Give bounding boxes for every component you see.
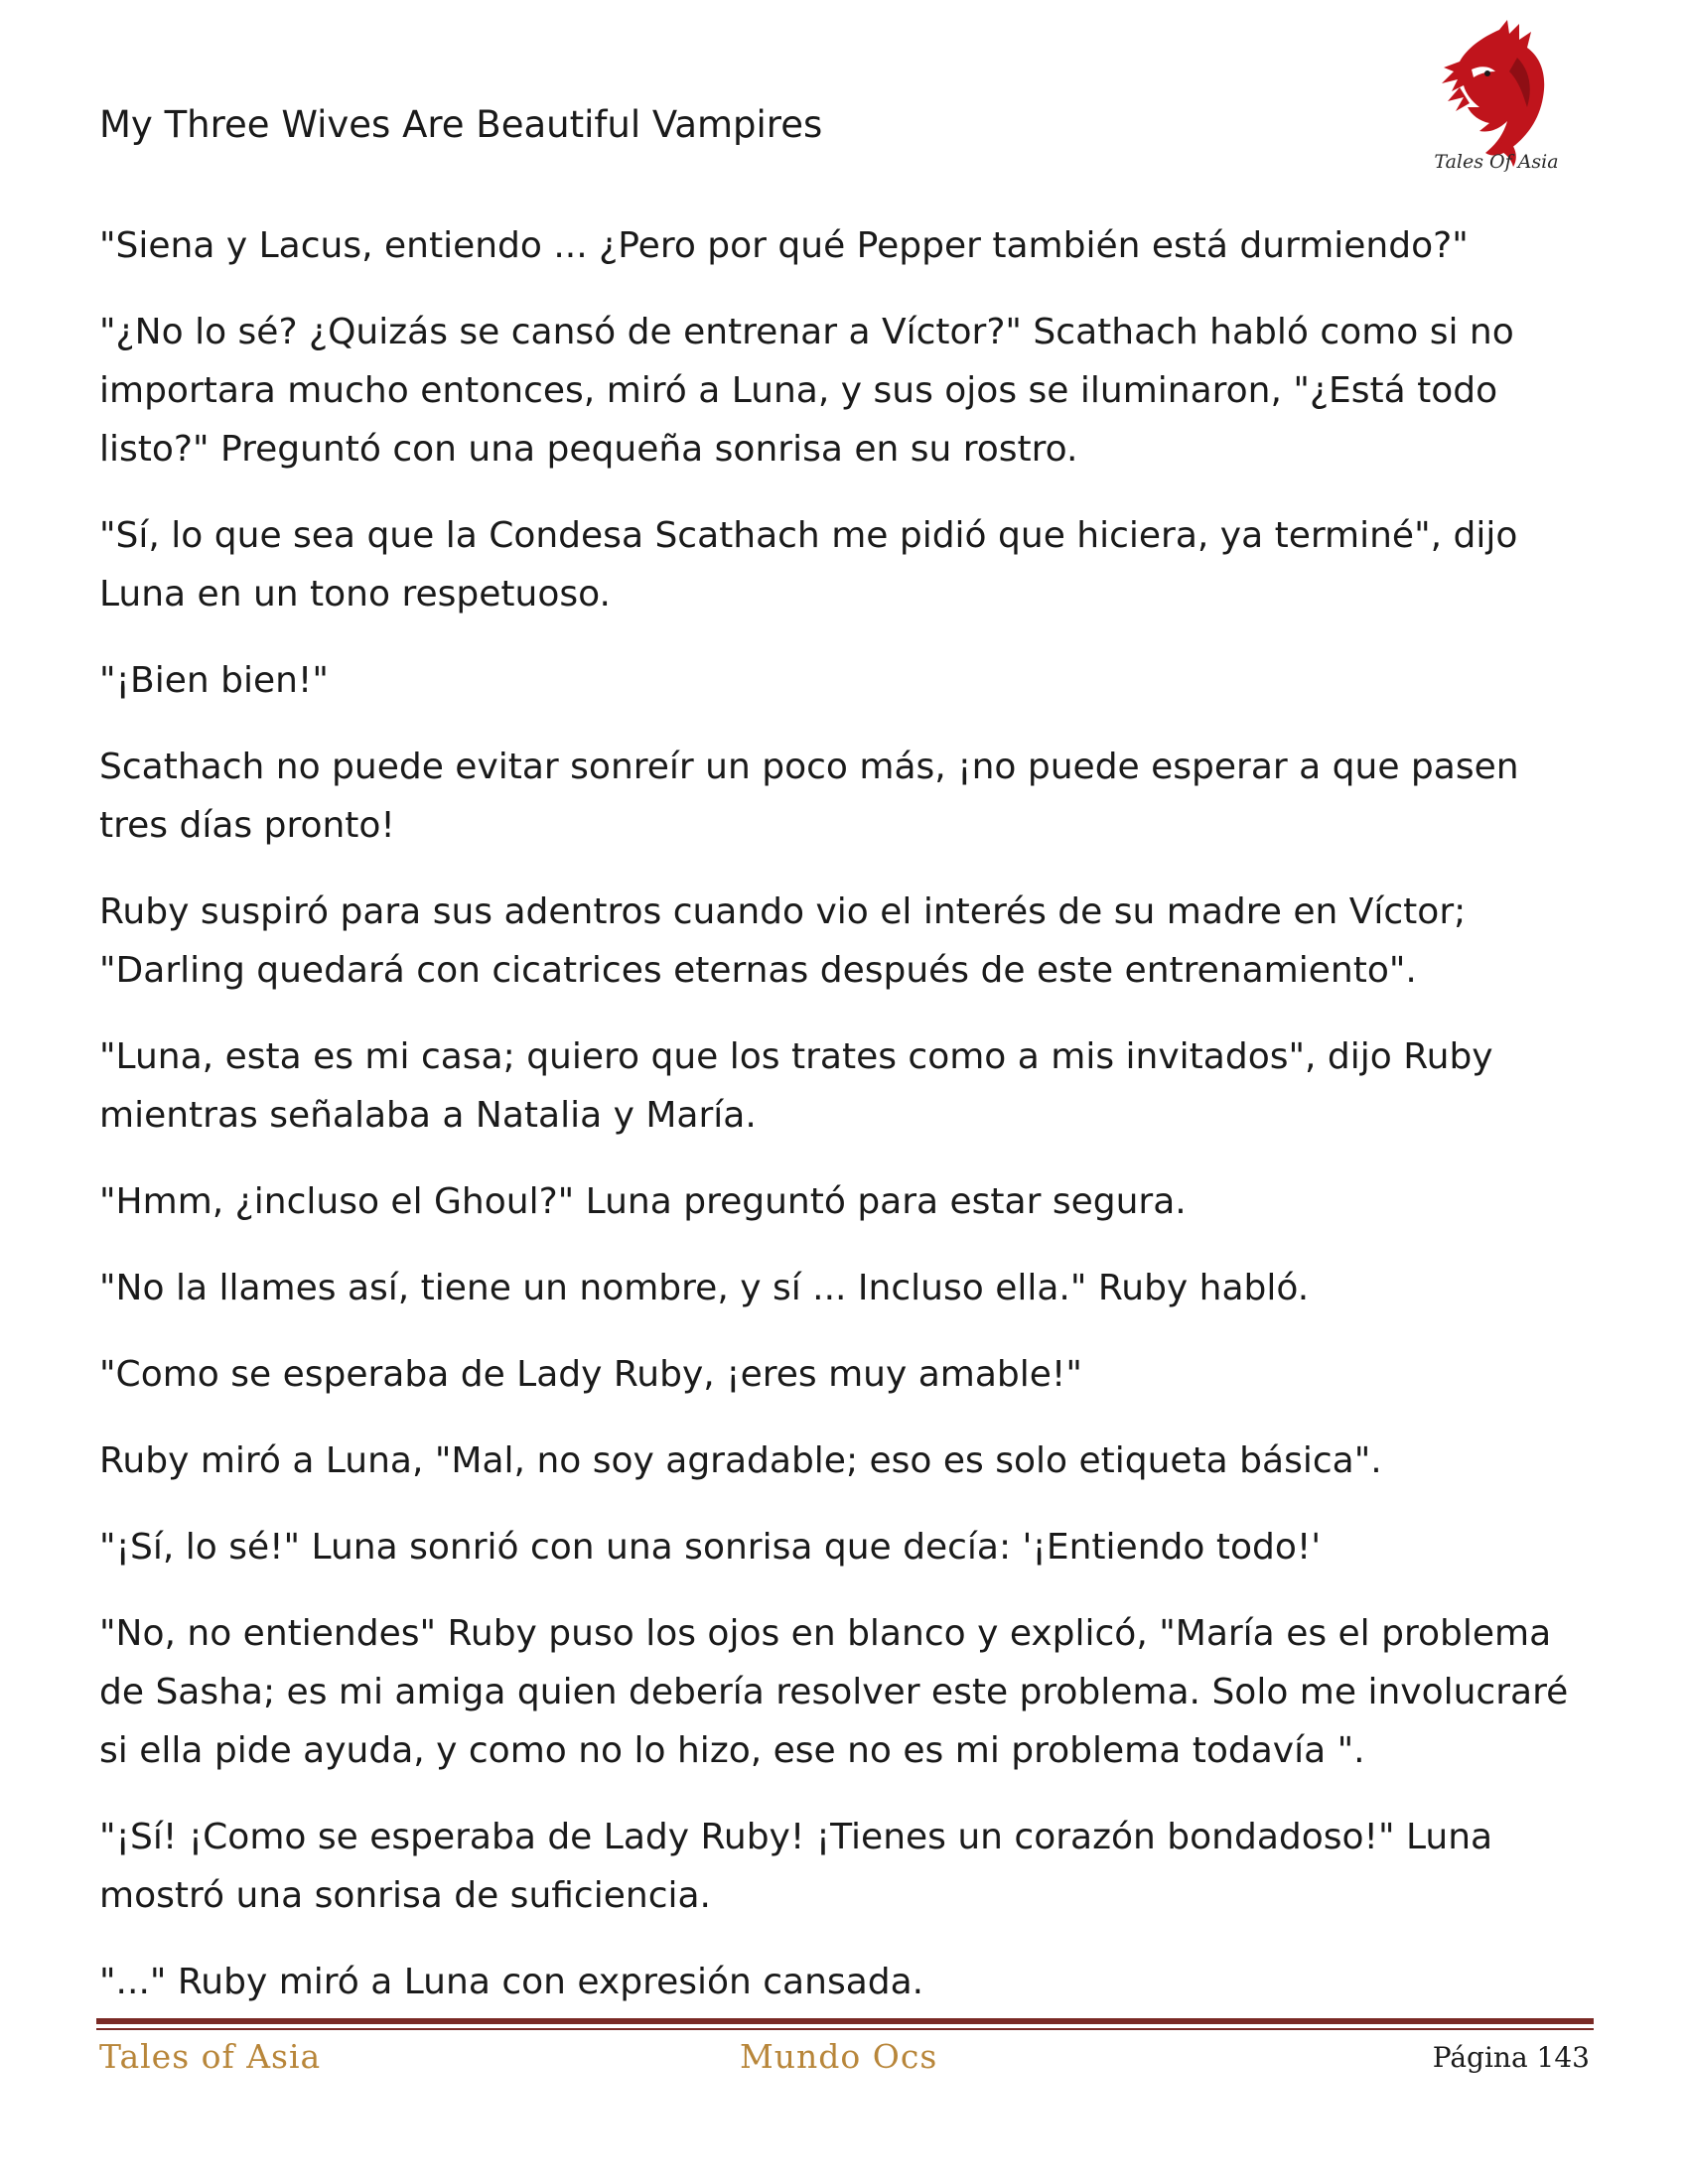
- page-number: Página 143: [1432, 2041, 1590, 2074]
- footer-divider-thick: [96, 2018, 1594, 2024]
- paragraph: "Luna, esta es mi casa; quiero que los trates como a mis invitados", dijo Ruby mientras señalaba a Natalia y María.: [99, 1036, 1493, 1136]
- paragraph: "¡Sí, lo sé!" Luna sonrió con una sonrisa que decía: '¡Entiendo todo!': [99, 1527, 1322, 1568]
- paragraph: "Hmm, ¿incluso el Ghoul?" Luna preguntó para estar segura.: [99, 1181, 1187, 1222]
- body-text: [99, 216, 1594, 2039]
- paragraph: "¿No lo sé? ¿Quizás se cansó de entrenar a Víctor?" Scathach habló como si no importara mucho entonces, miró a Luna, y sus ojos se iluminaron, "¿Está todo listo?" Preguntó con una pequeña sonrisa en su rostro.: [99, 312, 1514, 470]
- paragraph: "Sí, lo que sea que la Condesa Scathach me pidió que hiciera, ya terminé", dijo Luna en un tono respetuoso.: [99, 515, 1518, 614]
- paragraph: Ruby miró a Luna, "Mal, no soy agradable; eso es solo etiqueta básica".: [99, 1440, 1382, 1481]
- document-title: My Three Wives Are Beautiful Vampires: [99, 103, 823, 146]
- paragraph: "No la llames así, tiene un nombre, y sí ... Incluso ella." Ruby habló.: [99, 1268, 1310, 1308]
- paragraph: "¡Bien bien!": [99, 660, 329, 701]
- footer-site-name: Tales of Asia: [99, 2037, 322, 2076]
- paragraph: "¡Sí! ¡Como se esperaba de Lady Ruby! ¡Tienes un corazón bondadoso!" Luna mostró una sonrisa de suficiencia.: [99, 1817, 1493, 1916]
- paragraph: "No, no entiendes" Ruby puso los ojos en blanco y explicó, "María es el problema de Sasha; es mi amiga quien debería resolver este problema. Solo me involucraré si ella pide ayuda, y como no lo hizo, ese no es mi problema todavía ".: [99, 1613, 1569, 1771]
- paragraph: Ruby suspiró para sus adentros cuando vio el interés de su madre en Víctor; "Darling quedará con cicatrices eternas después de este entrenamiento".: [99, 891, 1467, 991]
- paragraph: "Siena y Lacus, entiendo ... ¿Pero por qué Pepper también está durmiendo?": [99, 225, 1469, 266]
- paragraph: "Como se esperaba de Lady Ruby, ¡eres muy amable!": [99, 1354, 1082, 1395]
- footer-translator: Mundo Ocs: [740, 2037, 938, 2076]
- paragraph: Scathach no puede evitar sonreír un poco más, ¡no puede esperar a que pasen tres días pronto!: [99, 747, 1519, 846]
- footer-divider-thin: [96, 2028, 1594, 2030]
- paragraph: "..." Ruby miró a Luna con expresión cansada.: [99, 1962, 924, 2002]
- logo-caption: Tales Of Asia: [1434, 151, 1559, 173]
